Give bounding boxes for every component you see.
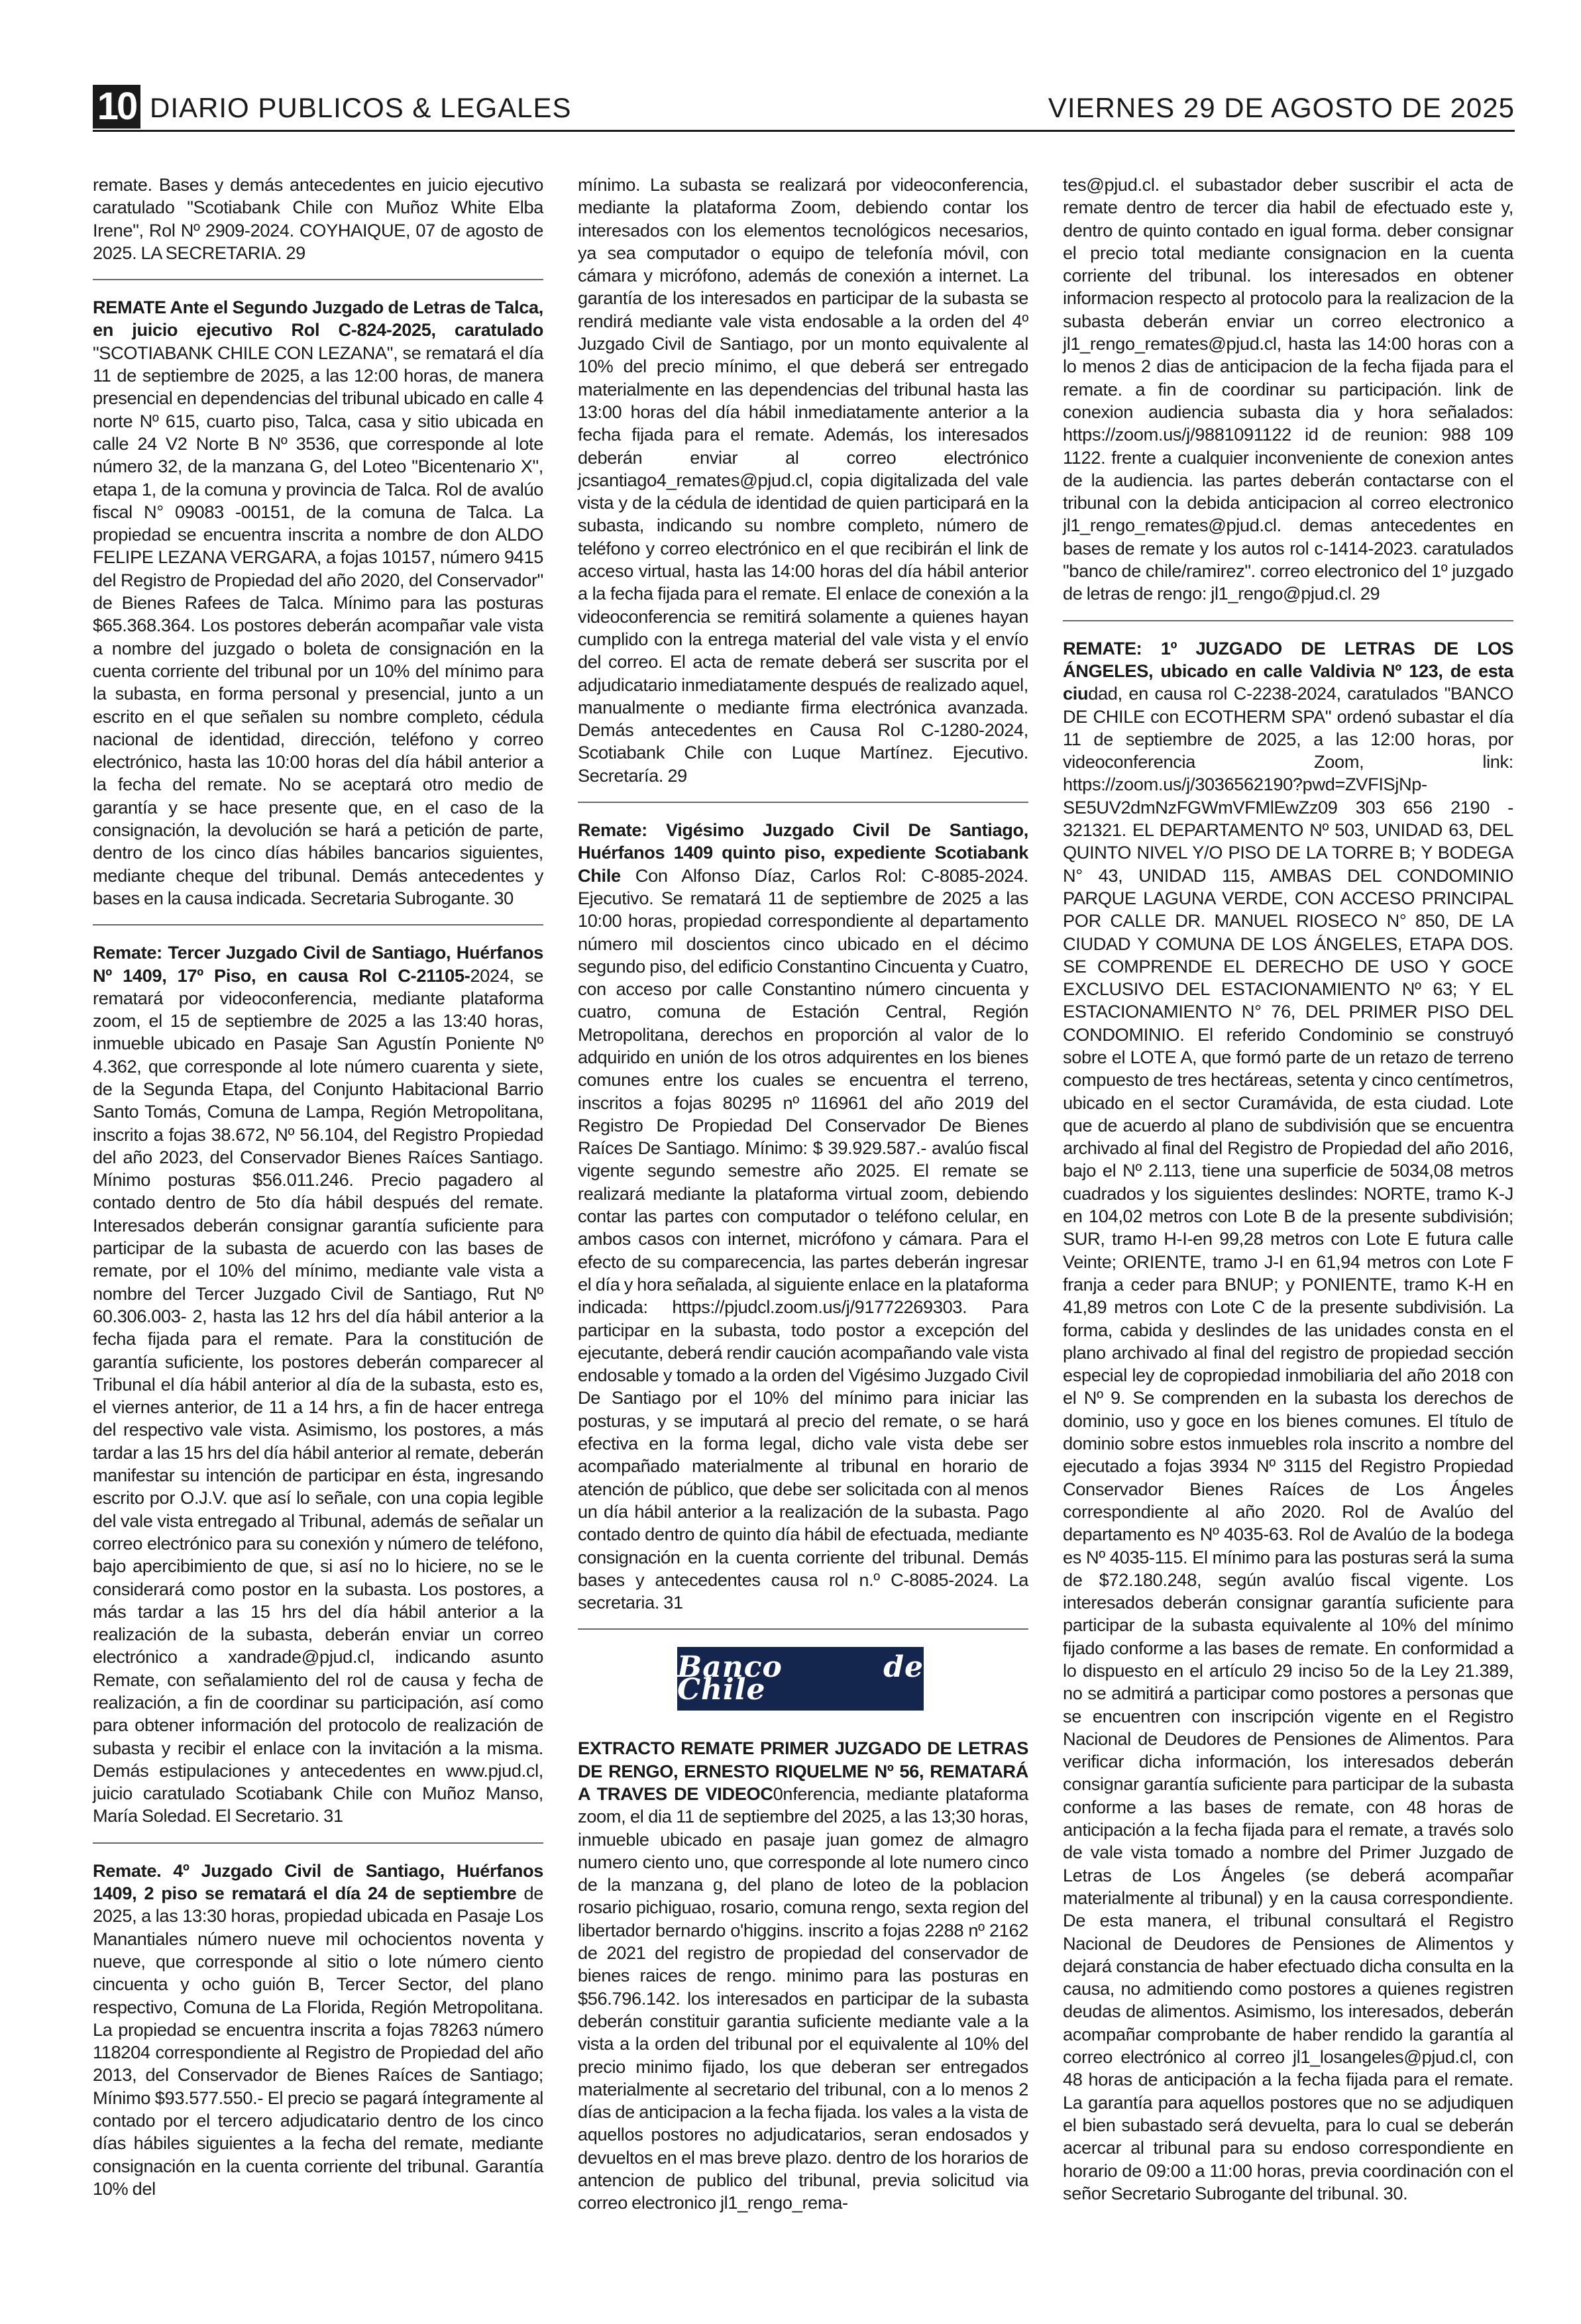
- page-header: [93, 85, 1515, 129]
- notice-talca: REMATE Ante el Segundo Juzgado de Letras de Talca, en juicio ejecutivo Rol C-824-2025, caratulado "SCOTIABANK CHILE CON LEZANA", se rematará el día 11 de septiembre de 2025, a las 12:00 horas, de manera presencial en dependencias del tribunal ubicado en calle 4 norte Nº 615, cuarto piso, Talca, casa y sitio ubicada en calle 24 V2 Norte B Nº 3536, que corresponde al lote número 32, de la manzana G, del Loteo "Bicentenario X", etapa 1, de la comuna y provincia de Talca. Rol de avalúo fiscal N° 09083 -00151, de la comuna de Talca. La propiedad se encuentra inscrita a nombre de don ALDO FELIPE LEZANA VERGARA, a fojas 10157, número 9415 del Registro de Propiedad del año 2020, del Conservador" de Bienes Rafees de Talca. Mínimo para las posturas $65.368.364. Los postores deberán acompañar vale vista a nombre del juzgado o boleta de consignación en la cuenta corriente del tribunal por un 10% del mínimo para la subasta, en forma personal y presencial, junto a un escrito en el que señalen su nombre completo, cédula nacional de identidad, dirección, teléfono y correo electrónico, hasta las 10:00 horas del día hábil anterior a la fecha del remate. No se aceptará otro medio de garantía y se hace presente que, en el caso de la consignación, la devolución se hará a petición de parte, dentro de los cinco días hábiles bancarios siguientes, mediante cheque del tribunal. Demás antecedentes y bases en la causa indicada. Secretaria Subrogante. 30: [93, 297, 543, 908]
- notice-heading: Remate: Tercer Juzgado Civil de Santiago, Huérfanos Nº 1409, 17º Piso, en causa Rol C-21105-: [93, 942, 543, 986]
- banco-de-chile-logo: [578, 1647, 1028, 1720]
- column-2: [578, 174, 1028, 2215]
- notice-heading: REMATE Ante el Segundo Juzgado de Letras de Talca, en juicio ejecutivo Rol C-824-2025, caratulado: [93, 297, 543, 341]
- notice-cuarto-juzgado: Remate. 4º Juzgado Civil de Santiago, Huérfanos 1409, 2 piso se rematará el día 24 de septiembre de 2025, a las 13:30 horas, propiedad ubicada en Pasaje Los Manantiales número nueve mil ochocientos noventa y nueve, que corresponde al sitio o lote número ciento cincuenta y ocho guión B, Tercer Sector, del plano respectivo, Comuna de La Florida, Región Metropolitana. La propiedad se encuentra inscrita a fojas 78263 número 118204 correspondiente al Registro de Propiedad del año 2013, del Conservador de Bienes Raíces de Santiago; Mínimo $93.577.550.- El precio se pagará íntegramente al contado por el tercero adjudicatario dentro de los cinco días hábiles siguientes a la fecha del remate, mediante consignación en la cuenta corriente del tribunal. Garantía 10% del: [93, 1860, 543, 2199]
- notice-rengo-cont: tes@pjud.cl. el subastador deber suscribir el acta de remate dentro de tercer dia habil de efectuado este y, dentro de quinto contado en igual forma. deber consignar el precio total mediante consignacion en la cuenta corriente del tribunal. los interesados en obtener informacion respecto al protocolo para la realizacion de la subasta deberán enviar un correo electronico a jl1_rengo_remates@pjud.cl, hasta las 14:00 horas con a lo menos 2 dias de anticipacion de la fecha fijada para el remate. a fin de coordinar su participación. link de conexion audiencia subasta dia y hora señalados: https://zoom.us/j/9881091122 id de reunion: 988 109 1122. frente a cualquier inconveniente de conexion antes de la audiencia. las partes deberán contactarse con el tribunal con la debida anticipacion al correo electronico jl1_rengo_remates@pjud.cl. demas antecedentes en bases de remate y los autos rol c-1414-2023. caratulados "banco de chile/ramirez". correo electronico del 1º juzgado de letras de rengo: jl1_rengo@pjud.cl. 29: [1063, 174, 1513, 604]
- notice-heading: REMATE: 1º JUZGADO DE LETRAS DE LOS ÁNGELES, ubicado en calle Valdivia Nº 123, de esta ciu: [1063, 637, 1513, 704]
- notice-divider: [578, 802, 1028, 803]
- notice-los-angeles: REMATE: 1º JUZGADO DE LETRAS DE LOS ÁNGELES, ubicado en calle Valdivia Nº 123, de esta ciudad, en causa rol C-2238-2024, caratulados "BANCO DE CHILE con ECOTHERM SPA" ordenó subastar el día 11 de septiembre de 2025, a las 12:00 horas, por videoconferencia Zoom, link: https://zoom.us/j/3036562190?pwd=ZVFISjNp-SE5UV2dmNzFGWmVFMlEwZz09 303 656 2190 - 321321. EL DEPARTAMENTO Nº 503, UNIDAD 63, DEL QUINTO NIVEL Y/O PISO DE LA TORRE B; Y BODEGA N° 43, UNIDAD 115, AMBAS DEL CONDOMINIO PARQUE LAGUNA VERDE, CON ACCESO PRINCIPAL POR CALLE DR. MANUEL RIOSECO N° 850, DE LA CIUDAD Y COMUNA DE LOS ÁNGELES, ETAPA DOS. SE COMPRENDE EL DERECHO DE USO Y GOCE EXCLUSIVO DEL ESTACIONAMIENTO Nº 63; Y EL ESTACIONAMIENTO N° 76, DEL PRIMER PISO DEL CONDOMINIO. El referido Condominio se construyó sobre el LOTE A, que formó parte de un retazo de terreno compuesto de tres hectáreas, setenta y cinco centímetros, ubicado en el sector Curamávida, de esta ciudad. Lote que de acuerdo al plano de subdivisión que se encuentra archivado al final del Registro de Propiedad del año 2016, bajo el Nº 2.113, tiene una superficie de 5034,08 metros cuadrados y los siguientes deslindes: NORTE, tramo K-J en 104,02 metros con Lote B de la presente subdivisión; SUR, tramo H-I-en 99,28 metros con Lote E futura calle Veinte; ORIENTE, tramo J-I en 61,94 metros con Lote F franja a ceder para BNUP; y PONIENTE, tramo K-H en 41,89 metros con Lote C de la presente subdivisión. La forma, cabida y deslindes de las unidades consta en el plano archivado al final del registro de propiedad sección especial ley de copropiedad inmobiliaria del año 2018 con el Nº 9. Se comprenden en la subasta los derechos de dominio, uso y goce en los bienes comunes. El título de dominio sobre estos inmuebles rola inscrito a nombre del ejecutado a fojas 3934 Nº 3115 del Registro Propiedad Conservador Bienes Raíces de Los Ángeles correspondiente al año 2020. Rol de Avalúo del departamento es Nº 4035-63. Rol de Avalúo de la bodega es Nº 4035-115. El mínimo para las posturas será la suma de $72.180.248, según avalúo fiscal vigente. Los interesados deberán consignar garantía suficiente para participar de la subasta equivalente al 10% del mínimo fijado conforme a las bases de remate. En conformidad a lo dispuesto en el artículo 29 inciso 5o de la Ley 21.389, no se admitirá a participar como postores a personas que se encuentren con inscripción vigente en el Registro Nacional de Deudores de Pensiones de Alimentos. Para verificar dicha información, los interesados deberán consignar garantía suficiente para participar de la subasta conforme a las bases de remate, con 48 horas de anticipación a la fecha fijada para el remate, a través solo de vale vista tomado a nombre del Primer Juzgado de Letras de Los Ángeles (se deberá acompañar materialmente al tribunal) y en la causa correspondiente. De esta manera, el tribunal consultará el Registro Nacional de Deudores de Pensiones de Alimentos y dejará constancia de haber efectuado dicha consulta en la causa, no admitiendo como postores a quienes registren deudas de alimentos. Asimismo, los interesados, deberán acompañar comprobante de haber rendido la garantía al correo electrónico al correo jl1_losangeles@pjud.cl, con 48 horas de anticipación a la fecha fijada para el remate. La garantía para aquellos postores que no se adjudiquen el bien subastado será devuelta, para lo cual se deberán acercar al tribunal para su endoso correspondiente en horario de 09:00 a 11:00 horas, previa coordinación con el señor Secretario Subrogante del tribunal. 30.: [1063, 637, 1513, 2203]
- notice-heading: Remate. 4º Juzgado Civil de Santiago, Huérfanos 1409, 2 piso se rematará el día 24 de septiembre: [93, 1860, 543, 1904]
- notice-divider: [93, 924, 543, 925]
- notice-divider: [1063, 620, 1513, 621]
- notice-divider: [578, 1628, 1028, 1630]
- logo-text: Banco de Chile: [677, 1650, 924, 1707]
- notice-heading: Remate: Vigésimo Juzgado Civil De Santiago, Huérfanos 1409 quinto piso, expediente Scotiabank Chile: [578, 819, 1028, 886]
- notice-rengo: EXTRACTO REMATE PRIMER JUZGADO DE LETRAS DE RENGO, ERNESTO RIQUELME Nº 56, REMATARÁ A TRAVES DE VIDEOC0nferencia, mediante plataforma zoom, el dia 11 de septiembre del 2025, a las 13;30 horas, inmueble ubicado en pasaje juan gomez de almagro numero ciento uno, que corresponde al lote numero cinco de la manzana g, del plano de loteo de la poblacion rosario pichiguao, rosario, comuna rengo, sexta region del libertador bernardo o'higgins. inscrito a fojas 2288 nº 2162 de 2021 del registro de propiedad del conservador de bienes raices de rengo. minimo para las posturas en $56.796.142. los interesados en participar de la subasta deberán constituir garantia suficiente mediante vale a la vista a la orden del tribunal por el equivalente al 10% del precio minimo fijado, los que deberan ser entregados materialmente al secretario del tribunal, con a lo menos 2 días de anticipacion a la fecha fijada. los vales a la vista de aquellos postores no adjudicatarios, seran endosados y devueltos en el mas breve plazo. dentro de los horarios de antencion de publico del tribunal, previa solicitud via correo electronico jl1_rengo_rema-: [578, 1738, 1028, 2213]
- page-number: 10: [93, 85, 140, 129]
- notice-divider: [93, 1842, 543, 1844]
- publication-name: DIARIO PUBLICOS & LEGALES: [150, 92, 572, 123]
- notice-vigesimo-juzgado: Remate: Vigésimo Juzgado Civil De Santiago, Huérfanos 1409 quinto piso, expediente Scotiabank Chile Con Alfonso Díaz, Carlos Rol: C-8085-2024. Ejecutivo. Se rematará 11 de septiembre de 2025 a las 10:00 horas, propiedad correspondiente al departamento número mil doscientos cinco ubicado en el décimo segundo piso, del edificio Constantino Cincuenta y Cuatro, con acceso por calle Constantino número cincuenta y cuatro, comuna de Estación Central, Región Metropolitana, derechos en proporción al valor de lo adquirido en unión de los otros adquirentes en los bienes comunes entre los cuales se encuentra el terreno, inscritos a fojas 80295 nº 116961 del año 2019 del Registro De Propiedad Del Conservador De Bienes Raíces De Santiago. Mínimo: $ 39.929.587.- avalúo fiscal vigente segundo semestre año 2025. El remate se realizará mediante la plataforma virtual zoom, debiendo contar las partes con computador o teléfono celular, en ambos casos con internet, micrófono y cámara. Para el efecto de su comparecencia, las partes deberán ingresar el día y hora señalada, al siguiente enlace en la plataforma indicada: https://pjudcl.zoom.us/j/91772269303. Para participar en la subasta, todo postor a excepción del ejecutante, deberá rendir caución acompañando vale vista endosable y tomado a la orden del Vigésimo Juzgado Civil De Santiago por el 10% del mínimo para iniciar las posturas, y se imputará al precio del remate, o se hará efectiva en la forma legal, dicho vale vista debe ser acompañado materialmente al tribunal en horario de atención de público, que debe ser solicitada con al menos un día hábil anterior a la realización de la subasta. Pago contado dentro de quinto día hábil de efectuada, mediante consignación en la cuenta corriente del tribunal. Demás bases y antecedentes causa rol n.º C-8085-2024. La secretaria. 31: [578, 819, 1028, 1613]
- notice-cuarto-juzgado-cont: mínimo. La subasta se realizará por videoconferencia, mediante la plataforma Zoom, debiendo contar los interesados con los elementos tecnológicos necesarios, ya sea computador o equipo de telefonía móvil, con cámara y micrófono, además de conexión a internet. La garantía de los interesados en participar de la subasta se rendirá mediante vale vista endosable a la orden del 4º Juzgado Civil de Santiago, por un monto equivalente al 10% del precio mínimo, el que deberá ser entregado materialmente en las dependencias del tribunal hasta las 13:00 horas del día hábil inmediatamente anterior a la fecha fijada para el remate. Además, los interesados deberán enviar al correo electrónico jcsantiago4_remates@pjud.cl, copia digitalizada del vale vista y de la cédula de identidad de quien participará en la subasta, indicando su nombre completo, número de teléfono y correo electrónico en el que recibirán el link de acceso virtual, hasta las 14:00 horas del día hábil anterior a la fecha fijada para el remate. El enlace de conexión a la videoconferencia se remitirá solamente a quienes hayan cumplido con la entrega material del vale vista y el envío del correo. El acta de remate deberá ser suscrita por el adjudicatario inmediatamente después de realizado aquel, manualmente o mediante firma electrónica avanzada. Demás antecedentes en Causa Rol C-1280-2024, Scotiabank Chile con Luque Martínez. Ejecutivo. Secretaría. 29: [578, 174, 1028, 786]
- column-1: [93, 174, 543, 2200]
- header-rule: [93, 130, 1515, 132]
- logo-box: [677, 1647, 924, 1711]
- notice-heading: EXTRACTO REMATE PRIMER JUZGADO DE LETRAS DE RENGO, ERNESTO RIQUELME Nº 56, REMATARÁ A TRAVES DE VIDEOC: [578, 1738, 1028, 1804]
- publication-date: VIERNES 29 DE AGOSTO DE 2025: [1048, 92, 1515, 123]
- notice-divider: [93, 279, 543, 280]
- column-3: [1063, 174, 1513, 2205]
- notice-coyhaique-end: remate. Bases y demás antecedentes en juicio ejecutivo caratulado "Scotiabank Chile con Muñoz White Elba Irene", Rol Nº 2909-2024. COYHAIQUE, 07 de agosto de 2025. LA SECRETARIA. 29: [93, 174, 543, 263]
- notice-tercer-juzgado: Remate: Tercer Juzgado Civil de Santiago, Huérfanos Nº 1409, 17º Piso, en causa Rol C-21105-2024, se rematará por videoconferencia, mediante plataforma zoom, el 15 de septiembre de 2025 a las 13:40 horas, inmueble ubicado en Pasaje San Agustín Poniente Nº 4.362, que corresponde al lote número cuarenta y siete, de la Segunda Etapa, del Conjunto Habitacional Barrio Santo Tomás, Comuna de Lampa, Región Metropolitana, inscrito a fojas 38.672, Nº 56.104, del Registro Propiedad del año 2023, del Conservador Bienes Raíces Santiago. Mínimo posturas $56.011.246. Precio pagadero al contado dentro de 5to día hábil después del remate. Interesados deberán consignar garantía suficiente para participar de la subasta de acuerdo con las bases de remate, por el 10% del mínimo, mediante vale vista a nombre del Tercer Juzgado Civil de Santiago, Rut Nº 60.306.003- 2, hasta las 12 hrs del día hábil anterior a la fecha fijada para el remate. Para la constitución de garantía suficiente, los postores deberán comparecer al Tribunal el día hábil anterior al día de la subasta, esto es, el viernes anterior, de 11 a 14 hrs, a fin de hacer entrega del respectivo vale vista. Asimismo, los postores, a más tardar a las 15 hrs del día hábil anterior al remate, deberán manifestar su intención de participar en ésta, ingresando escrito por O.J.V. que así lo señale, con una copia legible del vale vista entregado al Tribunal, además de señalar un correo electrónico para su conexión y número de teléfono, bajo apercibimiento de que, si así no lo hiciere, no se le considerará como postor en la subasta. Los postores, a más tardar a las 15 hrs del día hábil anterior a la realización de la subasta, deberán enviar un correo electrónico a xandrade@pjud.cl, indicando asunto Remate, con señalamiento del rol de causa y fecha de realización, a fin de coordinar su participación, así como para obtener información del protocolo de realización de subasta y recibir el enlace con la invitación a la misma. Demás estipulaciones y antecedentes en www.pjud.cl, juicio caratulado Scotiabank Chile con Muñoz Manso, María Soledad. El Secretario. 31: [93, 942, 543, 1826]
